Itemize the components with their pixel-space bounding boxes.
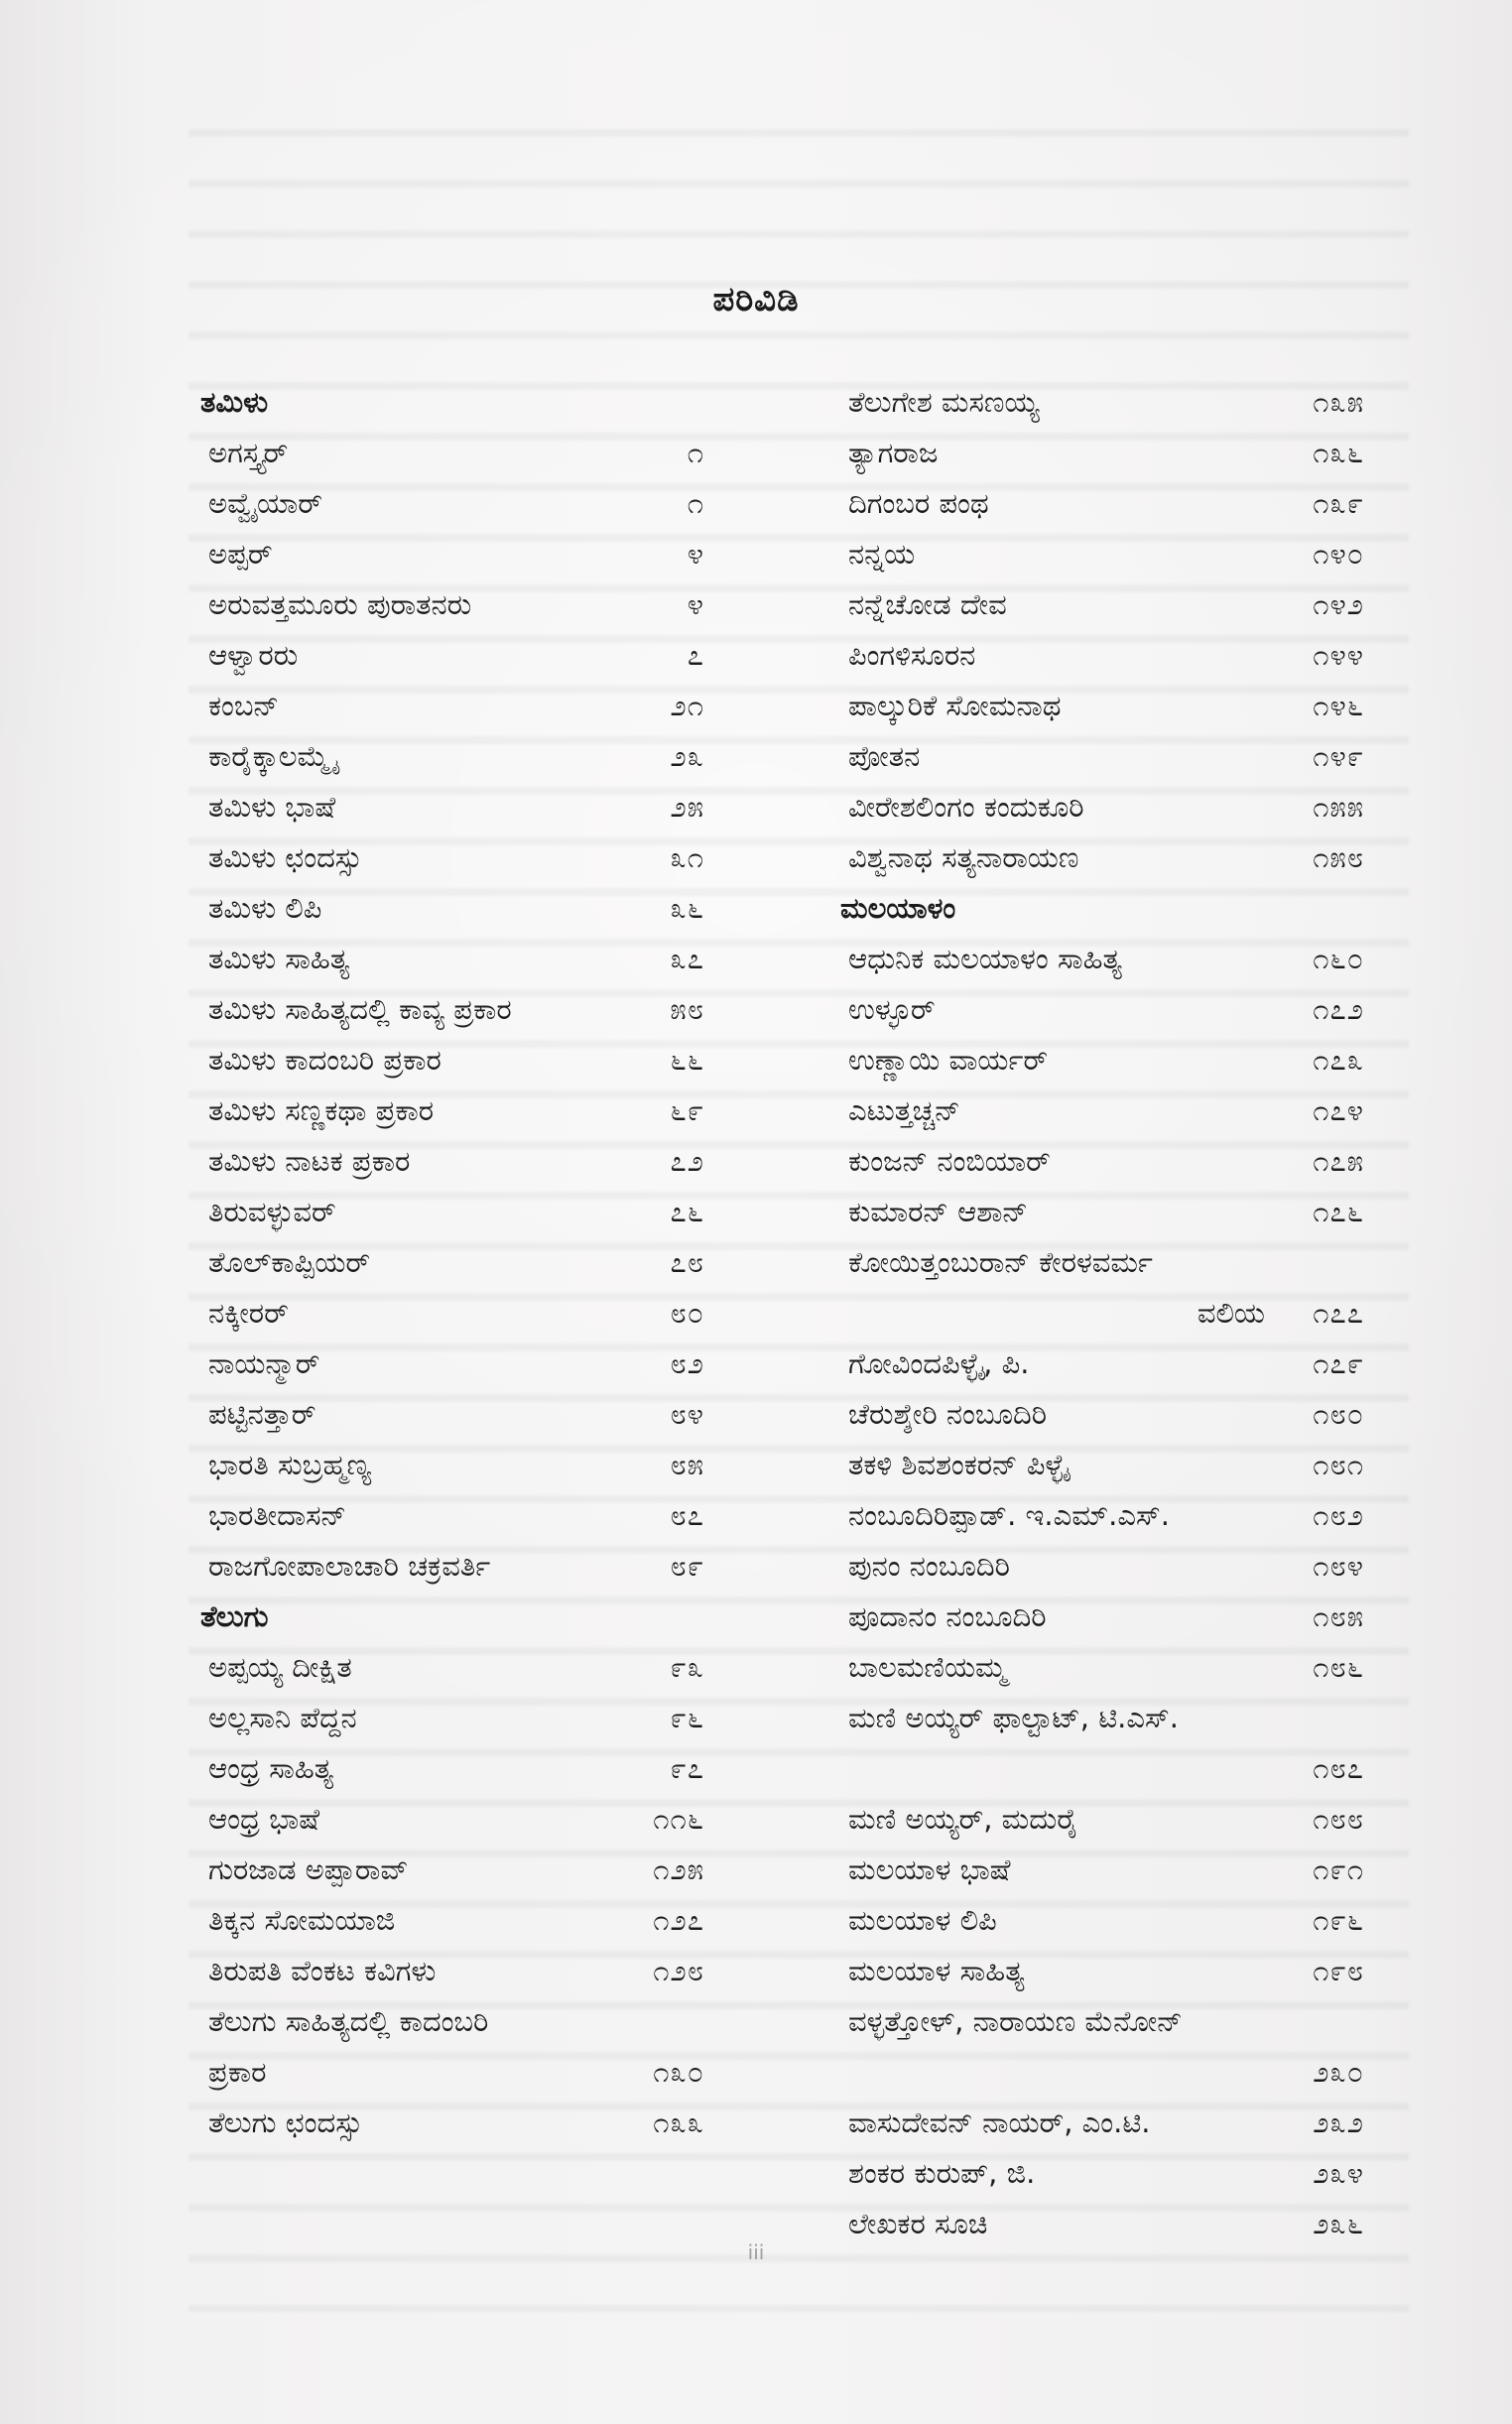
entry-title: ಎಟುತ್ತಚ್ಚನ್ xyxy=(848,1093,960,1127)
entry-title: ಆಂಧ್ರ ಭಾಷೆ xyxy=(208,1802,320,1836)
entry-title: ವಳ್ಳತ್ತೋಳ್, ನಾರಾಯಣ ಮೆನೋನ್ xyxy=(848,2004,1183,2038)
entry-title: ಆಧುನಿಕ ಮಲಯಾಳಂ ಸಾಹಿತ್ಯ xyxy=(848,942,1122,975)
entry-title: ಮಲಯಾಳ ಭಾಷೆ xyxy=(848,1852,1011,1886)
contents-entry xyxy=(828,1490,1364,1541)
section-heading xyxy=(828,883,1364,934)
entry-title: ಅಗಸ್ತ್ಯರ್ xyxy=(208,436,289,469)
contents-entry xyxy=(828,2148,1364,2199)
entry-title: ಭಾರತಿ ಸುಬ್ರಹ್ಮಣ್ಯ xyxy=(208,1448,372,1481)
contents-entry xyxy=(189,984,704,1035)
contents-entry xyxy=(828,1592,1364,1642)
contents-entry xyxy=(189,529,704,579)
entry-title: ತೆಲುಗು xyxy=(200,1599,269,1633)
contents-entry xyxy=(189,1136,704,1187)
entry-title: ಪುನಂ ನಂಬೂದಿರಿ xyxy=(848,1549,1010,1583)
entry-title: ತಮಿಳು ಸಣ್ಣಕಥಾ ಪ್ರಕಾರ xyxy=(208,1093,435,1127)
entry-page-number: ೨೧ xyxy=(670,689,704,722)
contents-entry xyxy=(828,2047,1364,2098)
contents-entry xyxy=(828,1035,1364,1085)
contents-entry xyxy=(189,1187,704,1237)
entry-page-number: ೧೭೭ xyxy=(1313,1296,1364,1330)
entry-page-number: ೭೨ xyxy=(670,1144,704,1178)
contents-entry xyxy=(189,1946,704,1996)
contents-entry xyxy=(189,934,704,984)
entry-title: ಕುಂಜನ್ ನಂಬಿಯಾರ್ xyxy=(848,1144,1051,1178)
entry-page-number: ೮೫ xyxy=(670,1448,704,1481)
contents-entry xyxy=(189,1642,704,1693)
entry-title: ಮಲಯಾಳ ಸಾಹಿತ್ಯ xyxy=(848,1954,1025,1987)
entry-title: ಬಾಲಮಣಿಯಮ್ಮ xyxy=(848,1650,1007,1684)
section-heading xyxy=(189,377,704,428)
contents-entry xyxy=(828,529,1364,579)
contents-entry xyxy=(828,1440,1364,1490)
entry-page-number: ೬೬ xyxy=(670,1043,704,1077)
entry-title: ಚೆರುಶ್ಶೇರಿ ನಂಬೂದಿರಿ xyxy=(848,1397,1048,1431)
entry-page-number: ೮೦ xyxy=(670,1296,704,1330)
entry-page-number: ೧೬೦ xyxy=(1313,942,1364,975)
contents-entry xyxy=(828,2098,1364,2148)
entry-page-number: ೧೫೮ xyxy=(1313,840,1364,874)
contents-entry xyxy=(189,1996,704,2047)
entry-page-number: ೧೮೨ xyxy=(1313,1498,1364,1532)
contents-entry xyxy=(189,1085,704,1136)
entry-title: ರಾಜಗೋಪಾಲಾಚಾರಿ ಚಕ್ರವರ್ತಿ xyxy=(208,1549,491,1583)
page-folio: iii xyxy=(747,2240,765,2264)
entry-title: ತಮಿಳು ಭಾಷೆ xyxy=(208,790,336,824)
entry-title: ಭಾರತೀದಾಸನ್ xyxy=(208,1498,346,1532)
contents-entry xyxy=(828,731,1364,782)
entry-page-number: ೯೩ xyxy=(670,1650,704,1684)
entry-page-number: ೮೪ xyxy=(670,1397,704,1431)
entry-page-number: ೧೪೬ xyxy=(1313,689,1364,722)
entry-page-number: ೧೭೨ xyxy=(1313,992,1364,1026)
entry-page-number: ೧೩೦ xyxy=(653,2055,704,2089)
contents-entry xyxy=(189,1794,704,1845)
entry-title: ತಮಿಳು ಕಾದಂಬರಿ ಪ್ರಕಾರ xyxy=(208,1043,441,1077)
entry-title: ತಿಕ್ಕನ ಸೋಮಯಾಜಿ xyxy=(208,1903,396,1937)
contents-entry xyxy=(189,731,704,782)
contents-entry xyxy=(828,1541,1364,1592)
contents-entry xyxy=(828,1288,1364,1339)
entry-page-number: ೭೬ xyxy=(670,1195,704,1228)
contents-entry xyxy=(828,377,1364,428)
entry-title: ಅರುವತ್ತಮೂರು ಪುರಾತನರು xyxy=(208,587,472,621)
entry-page-number: ೮೯ xyxy=(670,1549,704,1583)
entry-title: ನಾಯನ್ಮಾರ್ xyxy=(208,1346,320,1380)
entry-page-number: ೩೬ xyxy=(670,891,704,925)
section-heading xyxy=(189,1592,704,1642)
contents-entry xyxy=(828,934,1364,984)
entry-title: ದಿಗಂಬರ ಪಂಥ xyxy=(848,486,989,520)
entry-page-number: ೧೮೮ xyxy=(1313,1802,1364,1836)
entry-page-number: ೧೮೧ xyxy=(1313,1448,1364,1481)
entry-title: ಮಲಯಾಳಂ xyxy=(840,891,956,925)
entry-page-number: ೬೯ xyxy=(670,1093,704,1127)
entry-title: ಪ್ರಕಾರ xyxy=(208,2055,267,2089)
contents-entry xyxy=(189,2047,704,2098)
contents-entry xyxy=(828,428,1364,478)
contents-entry xyxy=(828,1389,1364,1440)
entry-page-number: ೧೨೫ xyxy=(653,1852,704,1886)
contents-entry xyxy=(828,1743,1364,1794)
entry-page-number: ೯೭ xyxy=(670,1751,704,1785)
entry-page-number: ೨೩೨ xyxy=(1313,2105,1364,2139)
contents-entry xyxy=(828,1085,1364,1136)
contents-entry xyxy=(828,1187,1364,1237)
entry-page-number: ೧೪೯ xyxy=(1313,739,1364,773)
contents-entry xyxy=(189,1490,704,1541)
entry-page-number: ೧ xyxy=(687,436,704,469)
entry-page-number: ೧೭೪ xyxy=(1313,1093,1364,1127)
entry-page-number: ೧೩೫ xyxy=(1313,385,1364,419)
contents-entry xyxy=(828,579,1364,630)
contents-entry xyxy=(189,1440,704,1490)
entry-title: ತಮಿಳು ಸಾಹಿತ್ಯದಲ್ಲಿ ಕಾವ್ಯ ಪ್ರಕಾರ xyxy=(208,992,512,1026)
entry-title: ತಮಿಳು ಛಂದಸ್ಸು xyxy=(208,840,363,874)
entry-page-number: ೧೮೬ xyxy=(1313,1650,1364,1684)
entry-page-number: ೧೭೩ xyxy=(1313,1043,1364,1077)
entry-title: ನಕ್ಕೀರರ್ xyxy=(208,1296,289,1330)
entry-title: ಕೋಯಿತ್ತಂಬುರಾನ್ ಕೇರಳವರ್ಮ xyxy=(848,1245,1153,1279)
entry-page-number: ೧ xyxy=(687,486,704,520)
contents-entry xyxy=(828,1996,1364,2047)
entry-page-number: ೧೭೫ xyxy=(1313,1144,1364,1178)
contents-entry xyxy=(828,1693,1364,1743)
entry-page-number: ೧೪೪ xyxy=(1313,638,1364,672)
entry-title: ತೆಲುಗು ಛಂದಸ್ಸು xyxy=(208,2105,363,2139)
page-title: ಪರಿವಿಡಿ xyxy=(712,280,800,319)
entry-title: ತೆಲುಗೇಶ ಮಸಣಯ್ಯ xyxy=(848,385,1040,419)
entry-title: ತೆಲುಗು ಸಾಹಿತ್ಯದಲ್ಲಿ ಕಾದಂಬರಿ xyxy=(208,2004,489,2038)
entry-title: ಪಾಲ್ಕುರಿಕೆ ಸೋಮನಾಥ xyxy=(848,689,1062,722)
entry-page-number: ೧೪೦ xyxy=(1313,537,1364,571)
entry-title: ಮಣಿ ಅಯ್ಯರ್, ಮದುರೈ xyxy=(848,1802,1078,1836)
contents-entry xyxy=(189,1743,704,1794)
contents-entry xyxy=(189,428,704,478)
entry-title: ವಿಶ್ವನಾಥ ಸತ್ಯನಾರಾಯಣ xyxy=(848,840,1079,874)
entry-title: ಅವ್ವೈಯಾರ್ xyxy=(208,486,322,520)
contents-entry xyxy=(828,478,1364,529)
contents-entry xyxy=(189,1339,704,1389)
entry-page-number: ೩೭ xyxy=(670,942,704,975)
entry-title: ಮಣಿ ಅಯ್ಯರ್ ಫಾಲ್ಟಾಟ್, ಟಿ.ಎಸ್. xyxy=(848,1701,1180,1734)
entry-page-number: ೧೮೫ xyxy=(1313,1599,1364,1633)
entry-title: ಮಲಯಾಳ ಲಿಪಿ xyxy=(848,1903,997,1937)
contents-entry xyxy=(189,1389,704,1440)
entry-page-number: ೨೩೦ xyxy=(1313,2055,1364,2089)
entry-page-number: ೪ xyxy=(687,537,704,571)
entry-title: ನನ್ನೆಚೋಡ ದೇವ xyxy=(848,587,1007,621)
entry-page-number: ೧೭೬ xyxy=(1313,1195,1364,1228)
entry-title: ತಮಿಳು xyxy=(200,385,269,419)
entry-title: ಗುರಜಾಡ ಅಪ್ಪಾರಾವ್ xyxy=(208,1852,409,1886)
entry-page-number: ೧೨೮ xyxy=(653,1954,704,1987)
entry-title: ತಮಿಳು ಸಾಹಿತ್ಯ xyxy=(208,942,350,975)
entry-page-number: ೭೮ xyxy=(670,1245,704,1279)
entry-title: ಉಳ್ಳೂರ್ xyxy=(848,992,936,1026)
entry-page-number: ೩೧ xyxy=(670,840,704,874)
entry-page-number: ೯೬ xyxy=(670,1701,704,1734)
entry-page-number: ೧೮೭ xyxy=(1313,1751,1364,1785)
contents-entry xyxy=(189,1895,704,1946)
entry-page-number: ೧೧೬ xyxy=(653,1802,704,1836)
contents-entry xyxy=(189,832,704,883)
entry-title: ಪೂದಾನಂ ನಂಬೂದಿರಿ xyxy=(848,1599,1047,1633)
contents-entry xyxy=(828,1946,1364,1996)
entry-title: ಆಳ್ವಾರರು xyxy=(208,638,299,672)
entry-title: ಅಲ್ಲಸಾನಿ ಪೆದ್ದನ xyxy=(208,1701,357,1734)
entry-page-number: ೧೯೮ xyxy=(1313,1954,1364,1987)
contents-entry xyxy=(189,478,704,529)
contents-entry xyxy=(828,782,1364,832)
entry-page-number: ೨೩೬ xyxy=(1313,2207,1364,2240)
entry-page-number: ೮೨ xyxy=(670,1346,704,1380)
entry-page-number: ೨೫ xyxy=(670,790,704,824)
entry-page-number: ೨೩೪ xyxy=(1313,2156,1364,2190)
contents-entry xyxy=(189,579,704,630)
entry-title: ಪಟ್ಟಿನತ್ತಾರ್ xyxy=(208,1397,316,1431)
entry-page-number: ೮೭ xyxy=(670,1498,704,1532)
contents-entry xyxy=(828,1136,1364,1187)
contents-entry xyxy=(189,782,704,832)
contents-entry xyxy=(828,984,1364,1035)
entry-page-number: ೧೮೪ xyxy=(1313,1549,1364,1583)
entry-title: ಪೋತನ xyxy=(848,739,921,773)
contents-entry xyxy=(828,1845,1364,1895)
entry-page-number: ೧೮೦ xyxy=(1313,1397,1364,1431)
contents-entry xyxy=(189,883,704,934)
entry-page-number: ೧೩೩ xyxy=(653,2105,704,2139)
entry-page-number: ೧೯೧ xyxy=(1313,1852,1364,1886)
entry-title: ನನ್ನಯ xyxy=(848,537,916,571)
entry-title: ಅಪ್ಪಯ್ಯ ದೀಕ್ಷಿತ xyxy=(208,1650,352,1684)
contents-entry xyxy=(189,1288,704,1339)
entry-title: ತ್ಯಾಗರಾಜ xyxy=(848,436,939,469)
entry-title: ವೀರೇಶಲಿಂಗಂ ಕಂದುಕೂರಿ xyxy=(848,790,1084,824)
contents-entry xyxy=(189,2098,704,2148)
entry-page-number: ೭ xyxy=(687,638,704,672)
entry-page-number: ೧೪೨ xyxy=(1313,587,1364,621)
contents-entry xyxy=(828,1642,1364,1693)
entry-page-number: ೧೩೯ xyxy=(1313,486,1364,520)
entry-title: ಕಂಬನ್ xyxy=(208,689,280,722)
contents-column-left xyxy=(189,377,704,2148)
contents-entry xyxy=(189,1693,704,1743)
contents-entry xyxy=(189,681,704,731)
entry-title: ನಂಬೂದಿರಿಪ್ಪಾಡ್. ಇ.ಎಮ್.ಎಸ್. xyxy=(848,1498,1171,1532)
entry-page-number: ೨೩ xyxy=(670,739,704,773)
entry-title: ತಿರುವಳ್ಳುವರ್ xyxy=(208,1195,336,1228)
entry-title: ಕುಮಾರನ್ ಆಶಾನ್ xyxy=(848,1195,1028,1228)
entry-page-number: ೧೩೬ xyxy=(1313,436,1364,469)
contents-entry xyxy=(828,1339,1364,1389)
entry-page-number: ೪ xyxy=(687,587,704,621)
entry-page-number: ೧೭೯ xyxy=(1313,1346,1364,1380)
contents-entry xyxy=(828,1794,1364,1845)
entry-title: ಅಪ್ಪರ್ xyxy=(208,537,273,571)
entry-title: ಶಂಕರ ಕುರುಪ್, ಜಿ. xyxy=(848,2156,1036,2190)
contents-entry xyxy=(189,1541,704,1592)
entry-title: ಲೇಖಕರ ಸೂಚಿ xyxy=(848,2207,988,2240)
entry-title: ತಕಳಿ ಶಿವಶಂಕರನ್ ಪಿಳ್ಳೈ xyxy=(848,1448,1070,1481)
entry-title: ತೊಲ್‌ಕಾಪ್ಪಿಯರ್ xyxy=(208,1245,371,1279)
contents-entry xyxy=(828,1237,1364,1288)
contents-entry xyxy=(189,1845,704,1895)
contents-entry xyxy=(828,832,1364,883)
entry-title: ಪಿಂಗಳಿಸೂರನ xyxy=(848,638,976,672)
entry-title: ಕಾರೈಕ್ಕಾಲಮ್ಮೈ xyxy=(208,739,335,773)
contents-entry xyxy=(189,630,704,681)
contents-entry xyxy=(828,1895,1364,1946)
entry-title: ಗೋವಿಂದಪಿಳ್ಳೈ, ಪಿ. xyxy=(848,1346,1030,1380)
entry-page-number: ೧೯೬ xyxy=(1313,1903,1364,1937)
contents-column-right xyxy=(828,377,1364,2249)
entry-title: ತಿರುಪತಿ ವೆಂಕಟ ಕವಿಗಳು xyxy=(208,1954,437,1987)
contents-entry xyxy=(189,1035,704,1085)
entry-title: ವಲಿಯ xyxy=(1197,1296,1265,1330)
contents-entry xyxy=(828,681,1364,731)
entry-title: ವಾಸುದೇವನ್ ನಾಯರ್, ಎಂ.ಟಿ. xyxy=(848,2105,1151,2139)
entry-page-number: ೧೨೭ xyxy=(653,1903,704,1937)
entry-title: ಉಣ್ಣಾಯಿ ವಾರ್ಯರ್ xyxy=(848,1043,1049,1077)
contents-entry xyxy=(828,630,1364,681)
entry-title: ತಮಿಳು ನಾಟಕ ಪ್ರಕಾರ xyxy=(208,1144,411,1178)
entry-page-number: ೧೫೫ xyxy=(1313,790,1364,824)
entry-page-number: ೫೮ xyxy=(670,992,704,1026)
entry-title: ತಮಿಳು ಲಿಪಿ xyxy=(208,891,322,925)
entry-title: ಆಂಧ್ರ ಸಾಹಿತ್ಯ xyxy=(208,1751,334,1785)
contents-entry xyxy=(189,1237,704,1288)
